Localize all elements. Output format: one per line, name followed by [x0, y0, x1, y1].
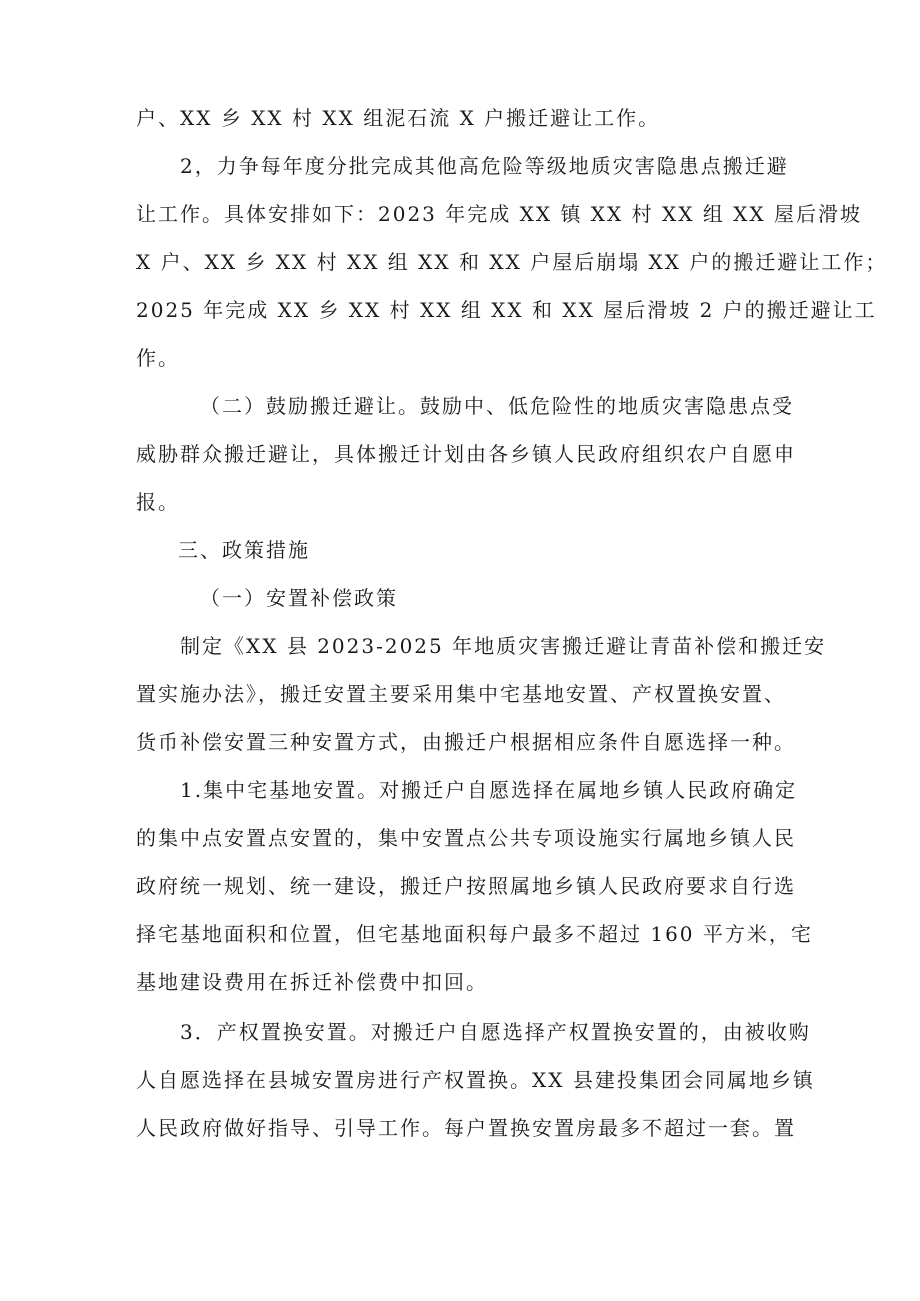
text-line: 威胁群众搬迁避让，具体搬迁计划由各乡镇人民政府组织农户自愿申 [136, 442, 796, 466]
text-line: 基地建设费用在拆迁补偿费中扣回。 [136, 970, 488, 994]
text-line: 置实施办法》，搬迁安置主要采用集中宅基地安置、产权置换安置、 [136, 682, 786, 706]
text-line: 3．产权置换安置。对搬迁户自愿选择产权置换安置的，由被收购 [180, 1020, 811, 1044]
section-heading: （二）鼓励搬迁避让。鼓励中、低危险性的地质灾害隐患点受 [200, 394, 794, 418]
text-line: 2025 年完成 XX 乡 XX 村 XX 组 XX 和 XX 屋后滑坡 2 户的搬迁避让工 [136, 298, 877, 322]
subsection-heading: （一）安置补偿政策 [200, 586, 398, 610]
text-line: 报。 [136, 490, 180, 514]
text-line: 人自愿选择在县城安置房进行产权置换。XX 县建投集团会同属地乡镇 [136, 1068, 815, 1092]
text-line: 作。 [136, 346, 180, 370]
text-line: 政府统一规划、统一建设，搬迁户按照属地乡镇人民政府要求自行选 [136, 874, 796, 898]
text-line: 的集中点安置点安置的，集中安置点公共专项设施实行属地乡镇人民 [136, 826, 796, 850]
section-heading: 三、政策措施 [178, 538, 310, 562]
text-line: 择宅基地面积和位置，但宅基地面积每户最多不超过 160 平方米，宅 [136, 922, 813, 946]
text-line: 1.集中宅基地安置。对搬迁户自愿选择在属地乡镇人民政府确定 [180, 778, 798, 802]
text-line: X 户、XX 乡 XX 村 XX 组 XX 和 XX 户屋后崩塌 XX 户的搬迁避让工作； [136, 250, 888, 274]
text-line: 货币补偿安置三种安置方式，由搬迁户根据相应条件自愿选择一种。 [136, 730, 796, 754]
text-line: 人民政府做好指导、引导工作。每户置换安置房最多不超过一套。置 [136, 1116, 796, 1140]
text-line: 让工作。具体安排如下：2023 年完成 XX 镇 XX 村 XX 组 XX 屋后滑坡 [136, 202, 863, 226]
text-line: 户、XX 乡 XX 村 XX 组泥石流 X 户搬迁避让工作。 [136, 106, 661, 130]
text-line: 制定《XX 县 2023-2025 年地质灾害搬迁避让青苗补偿和搬迁安 [180, 634, 827, 658]
text-line: 2，力争每年度分批完成其他高危险等级地质灾害隐患点搬迁避 [180, 154, 789, 178]
